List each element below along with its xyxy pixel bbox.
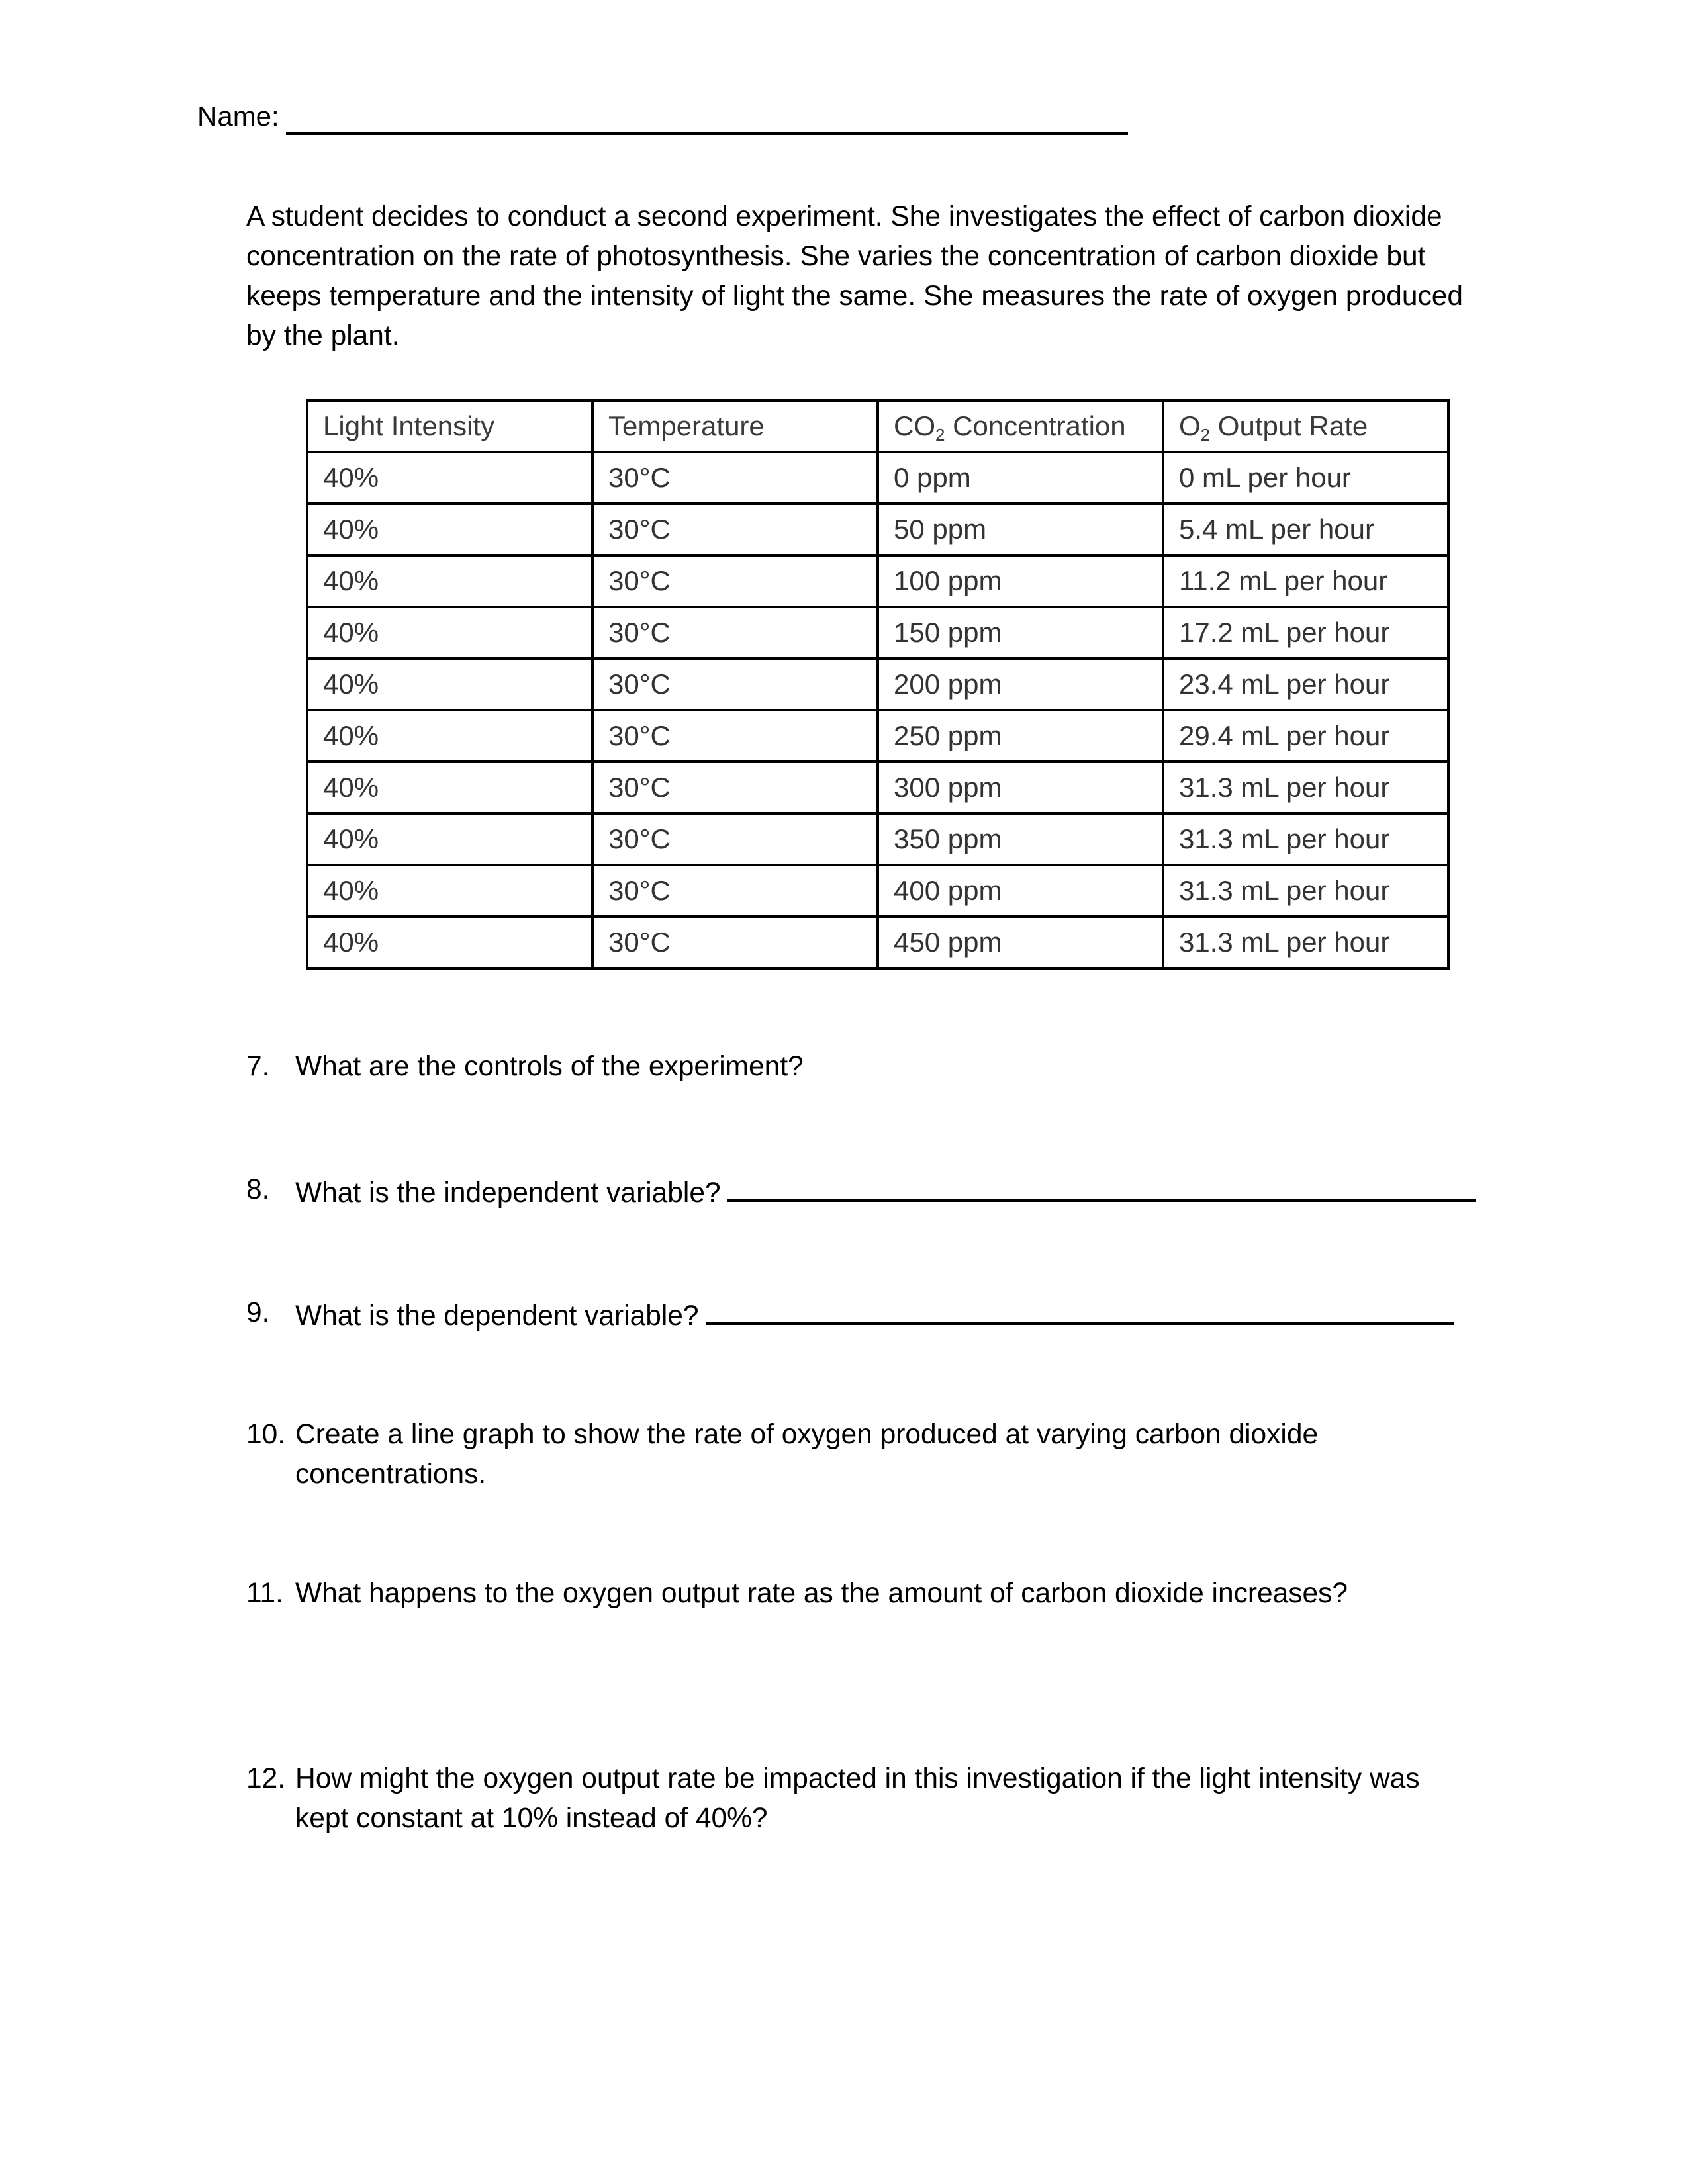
cell-light-intensity: 40%	[307, 762, 592, 813]
cell-co2-concentration: 450 ppm	[878, 917, 1163, 968]
cell-temperature: 30°C	[592, 917, 878, 968]
question-8	[246, 1170, 1484, 1213]
question-text: What is the dependent variable?	[295, 1300, 699, 1332]
table-row	[307, 504, 1448, 555]
question-number: 12.	[246, 1763, 286, 1794]
independent-variable-answer-blank[interactable]	[727, 1170, 1476, 1202]
cell-temperature: 30°C	[592, 555, 878, 607]
table-row	[307, 607, 1448, 659]
cell-o2-output-rate: 31.3 mL per hour	[1163, 813, 1448, 865]
table-row	[307, 659, 1448, 710]
cell-co2-concentration: 0 ppm	[878, 452, 1163, 504]
intro-paragraph: A student decides to conduct a second experiment. She investigates the effect of carbon dioxide concentration on the rate of photosynthesis. She varies the concentration of carbon dioxide but keeps temperature and the intensity of light the same. She measures the rate of oxygen produced by the plant.	[246, 201, 1464, 351]
cell-temperature: 30°C	[592, 710, 878, 762]
header-co2-subscript: 2	[935, 425, 945, 445]
cell-light-intensity: 40%	[307, 710, 592, 762]
question-text: Create a line graph to show the rate of oxygen produced at varying carbon dioxide concentrations.	[295, 1419, 1319, 1490]
question-text: How might the oxygen output rate be impacted in this investigation if the light intensity was kept constant at 10% instead of 40%?	[295, 1763, 1420, 1834]
cell-light-intensity: 40%	[307, 917, 592, 968]
question-number: 8.	[246, 1174, 270, 1205]
name-label: Name:	[197, 101, 279, 132]
cell-light-intensity: 40%	[307, 555, 592, 607]
cell-temperature: 30°C	[592, 813, 878, 865]
question-9	[246, 1293, 1484, 1336]
cell-temperature: 30°C	[592, 504, 878, 555]
experiment-data-table	[306, 399, 1450, 970]
question-text: What happens to the oxygen output rate as the amount of carbon dioxide increases?	[295, 1578, 1348, 1609]
cell-o2-output-rate: 31.3 mL per hour	[1163, 865, 1448, 917]
cell-co2-concentration: 200 ppm	[878, 659, 1163, 710]
header-o2-output-rate	[1163, 400, 1448, 452]
table-row	[307, 917, 1448, 968]
cell-o2-output-rate: 31.3 mL per hour	[1163, 762, 1448, 813]
cell-co2-concentration: 150 ppm	[878, 607, 1163, 659]
header-co2-suffix: Concentration	[945, 410, 1126, 441]
cell-temperature: 30°C	[592, 762, 878, 813]
header-o2-prefix: O	[1179, 410, 1201, 441]
header-co2-concentration	[878, 400, 1163, 452]
question-number: 10.	[246, 1419, 286, 1450]
cell-co2-concentration: 350 ppm	[878, 813, 1163, 865]
cell-o2-output-rate: 29.4 mL per hour	[1163, 710, 1448, 762]
cell-light-intensity: 40%	[307, 452, 592, 504]
cell-co2-concentration: 100 ppm	[878, 555, 1163, 607]
header-temperature: Temperature	[592, 400, 878, 452]
table-row	[307, 813, 1448, 865]
table-row	[307, 555, 1448, 607]
cell-temperature: 30°C	[592, 865, 878, 917]
question-text-wrap	[295, 1170, 1484, 1213]
header-co2-prefix: CO	[894, 410, 935, 441]
cell-co2-concentration: 400 ppm	[878, 865, 1163, 917]
question-12	[246, 1759, 1451, 1839]
cell-o2-output-rate: 5.4 mL per hour	[1163, 504, 1448, 555]
question-number: 7.	[246, 1051, 270, 1082]
cell-o2-output-rate: 23.4 mL per hour	[1163, 659, 1448, 710]
header-light-intensity: Light Intensity	[307, 400, 592, 452]
question-11	[246, 1574, 1484, 1614]
dependent-variable-answer-blank[interactable]	[706, 1293, 1454, 1325]
cell-light-intensity: 40%	[307, 504, 592, 555]
header-o2-subscript: 2	[1200, 425, 1211, 445]
question-7	[246, 1047, 1484, 1087]
table-row	[307, 710, 1448, 762]
cell-light-intensity: 40%	[307, 659, 592, 710]
question-text: What are the controls of the experiment?	[295, 1051, 804, 1082]
question-number: 11.	[246, 1578, 283, 1609]
cell-o2-output-rate: 11.2 mL per hour	[1163, 555, 1448, 607]
name-answer-blank[interactable]	[286, 102, 1128, 135]
cell-temperature: 30°C	[592, 452, 878, 504]
table-row	[307, 865, 1448, 917]
cell-temperature: 30°C	[592, 607, 878, 659]
question-number: 9.	[246, 1297, 270, 1328]
cell-co2-concentration: 50 ppm	[878, 504, 1163, 555]
table-row	[307, 762, 1448, 813]
cell-light-intensity: 40%	[307, 607, 592, 659]
cell-co2-concentration: 250 ppm	[878, 710, 1163, 762]
cell-light-intensity: 40%	[307, 813, 592, 865]
table-header-row	[307, 400, 1448, 452]
table-row	[307, 452, 1448, 504]
cell-co2-concentration: 300 ppm	[878, 762, 1163, 813]
name-field-row	[197, 98, 1128, 135]
cell-o2-output-rate: 17.2 mL per hour	[1163, 607, 1448, 659]
question-10	[246, 1415, 1332, 1494]
header-o2-suffix: Output Rate	[1210, 410, 1368, 441]
question-text: What is the independent variable?	[295, 1177, 721, 1208]
question-text-wrap	[295, 1293, 1484, 1336]
cell-temperature: 30°C	[592, 659, 878, 710]
cell-o2-output-rate: 31.3 mL per hour	[1163, 917, 1448, 968]
cell-light-intensity: 40%	[307, 865, 592, 917]
cell-o2-output-rate: 0 mL per hour	[1163, 452, 1448, 504]
